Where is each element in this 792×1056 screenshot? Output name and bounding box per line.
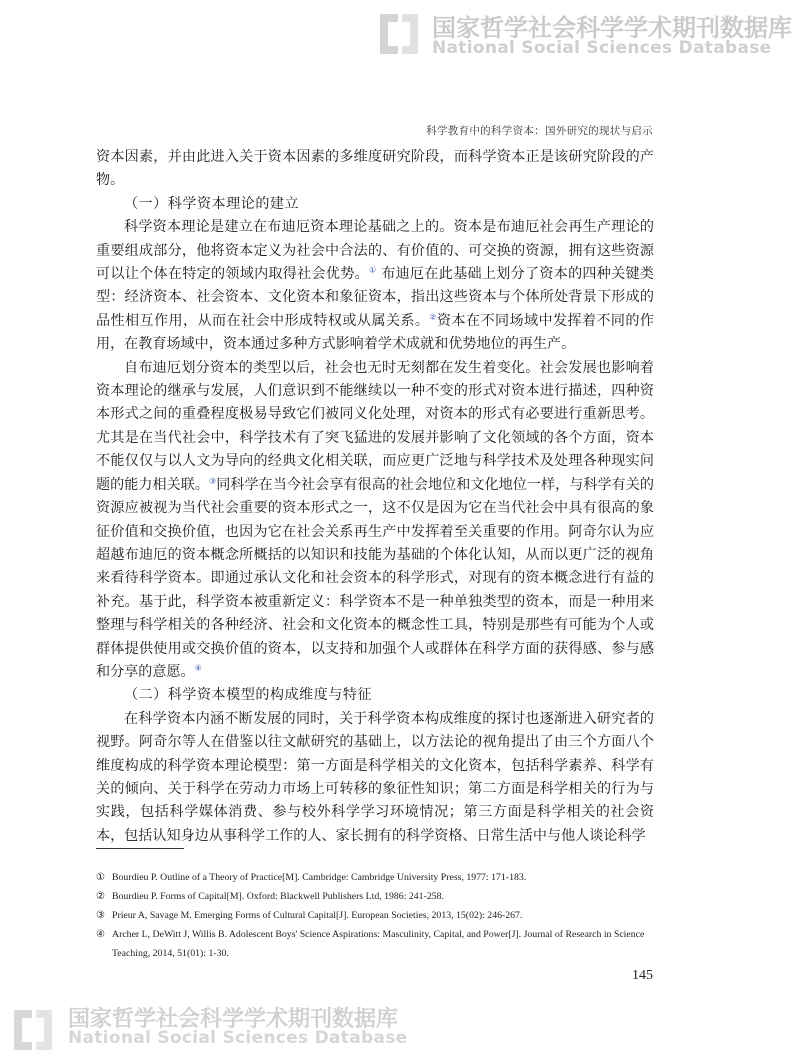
footnote-text: Archer L, DeWitt J, Willis B. Adolescent Boys' Science Aspirations: Masculinity, Capital, and Power[J]. Journal of Research in Science Teaching, 2014, 51(01): 1-30.: [112, 929, 645, 959]
page-number: 145: [632, 968, 653, 983]
footnote-divider: [96, 848, 184, 849]
footnote-mark: ①: [96, 872, 105, 883]
paragraph: [96, 216, 654, 356]
footnote-mark: ④: [96, 929, 105, 940]
paragraph-text: 自布迪厄划分资本的类型以后，社会也无时无刻都在发生着变化。社会发展也影响着资本理论的继承与发展，人们意识到不能继续以一种不变的形式对资本进行描述，四种资本形式之间的重叠程度极易导致它们被同义化处理，对资本的形式有必要进行重新思考。尤其是在当代社会中，科学技术有了突飞猛进的发展并影响了文化领域的各个方面，资本不能仅仅与以人文为导向的经典文化相关联，而应更广泛地与科学技术及处理各种现实问题的能力相关联。: [96, 359, 654, 493]
footnotes: [96, 868, 656, 963]
footnote-item: [96, 868, 656, 887]
footnote-text: Prieur A, Savage M. Emerging Forms of Cultural Capital[J]. European Societies, 2013, 15(02): 246-267.: [112, 910, 523, 921]
footnote-ref-3[interactable]: ③: [209, 476, 217, 485]
footnote-item: [96, 925, 656, 963]
section-heading: （二）科学资本模型的构成维度与特征: [124, 687, 373, 704]
database-logo-icon: [376, 8, 422, 60]
watermark-en-text: National Social Sciences Database: [68, 1028, 408, 1048]
running-head: 科学教育中的科学资本：国外研究的现状与启示: [426, 125, 653, 137]
footnote-text: Bourdieu P. Forms of Capital[M]. Oxford: Blackwell Publishers Ltd, 1986: 241-258.: [112, 891, 444, 902]
paragraph: [96, 357, 654, 685]
watermark-en-text: National Social Sciences Database: [432, 38, 772, 58]
section-heading: （一）科学资本理论的建立: [124, 195, 300, 212]
footnote-mark: ③: [96, 910, 105, 921]
paragraph: 资本因素，并由此进入关于资本因素的多维度研究阶段，而科学资本正是该研究阶段的产物。: [96, 149, 654, 189]
article-body: [96, 146, 654, 848]
footnote-item: [96, 887, 656, 906]
paragraph-text: 布迪厄在此基础上划分了资本的四种关键类型：经济资本、社会资本、文化资本和象征资本，指出这些资本与个体所处背景下形成的品性相互作用，从而在社会中形成特权或从属关系。: [96, 266, 655, 329]
database-logo-icon: [10, 1004, 56, 1056]
watermark-top: [376, 4, 792, 64]
paragraph: 在科学资本内涵不断发展的同时，关于科学资本构成维度的探讨也逐渐进入研究者的视野。阿奇尔等人在借鉴以往文献研究的基础上，以方法论的视角提出了由三个方面八个维度构成的科学资本理论模型：第一方面是科学相关的文化资本，包括科学素养、科学有关的倾向、关于科学在劳动力市场上可转移的象征性知识；第二方面是科学相关的行为与实践，包括科学媒体消费、参与校外科学学习环境情况；第三方面是科学相关的社会资本，包括认知身边从事科学工作的人、家长拥有的科学资格、日常生活中与他人谈论科学: [96, 710, 654, 844]
watermark-cn-text: 国家哲学社会科学学术期刊数据库: [68, 1007, 399, 1032]
footnote-mark: ②: [96, 891, 105, 902]
watermark-bottom: [0, 996, 408, 1048]
paragraph-text: 科学资本理论是建立在布迪厄资本理论基础之上的。资本是布迪厄社会再生产理论的重要组成部分，他将资本定义为社会中合法的、有价值的、可交换的资源，拥有这些资源可以让个体在特定的领域内取得社会优势。: [96, 219, 654, 283]
watermark-cn-text: 国家哲学社会科学学术期刊数据库: [432, 14, 792, 42]
paragraph-text: 资本在不同场域中发挥着不同的作用，在教育场域中，资本通过多种方式影响着学术成就和优势地位的再生产。: [96, 312, 655, 353]
footnote-ref-1[interactable]: ①: [369, 265, 377, 275]
footnote-ref-4[interactable]: ④: [194, 663, 202, 673]
paragraph-text: 同科学在当今社会享有很高的社会地位和文化地位一样，与科学有关的资源应被视为当代社会重要的资本形式之一，这不仅是因为它在当代社会中具有很高的象征价值和交换价值，也因为它在社会关系再生产中发挥着至关重要的作用。阿奇尔认为应超越布迪厄的资本概念所概括的以知识和技能为基础的个体化认知，从而以更广泛的视角来看待科学资本。即通过承认文化和社会资本的科学形式，对现有的资本概念进行有益的补充。基于此，科学资本被重新定义：科学资本不是一种单独类型的资本，而是一种用来整理与科学相关的各种经济、社会和文化资本的概念性工具，特别是那些有可能为个人或群体提供使用或交换价值的资本，以支持和加强个人或群体在科学方面的获得感、参与感和分享的意愿。: [96, 476, 655, 680]
footnote-text: Bourdieu P. Outline of a Theory of Practice[M]. Cambridge: Cambridge University Press, 1977: 171-183.: [112, 872, 527, 883]
footnote-item: [96, 906, 656, 925]
footnote-ref-2[interactable]: ②: [429, 312, 437, 322]
